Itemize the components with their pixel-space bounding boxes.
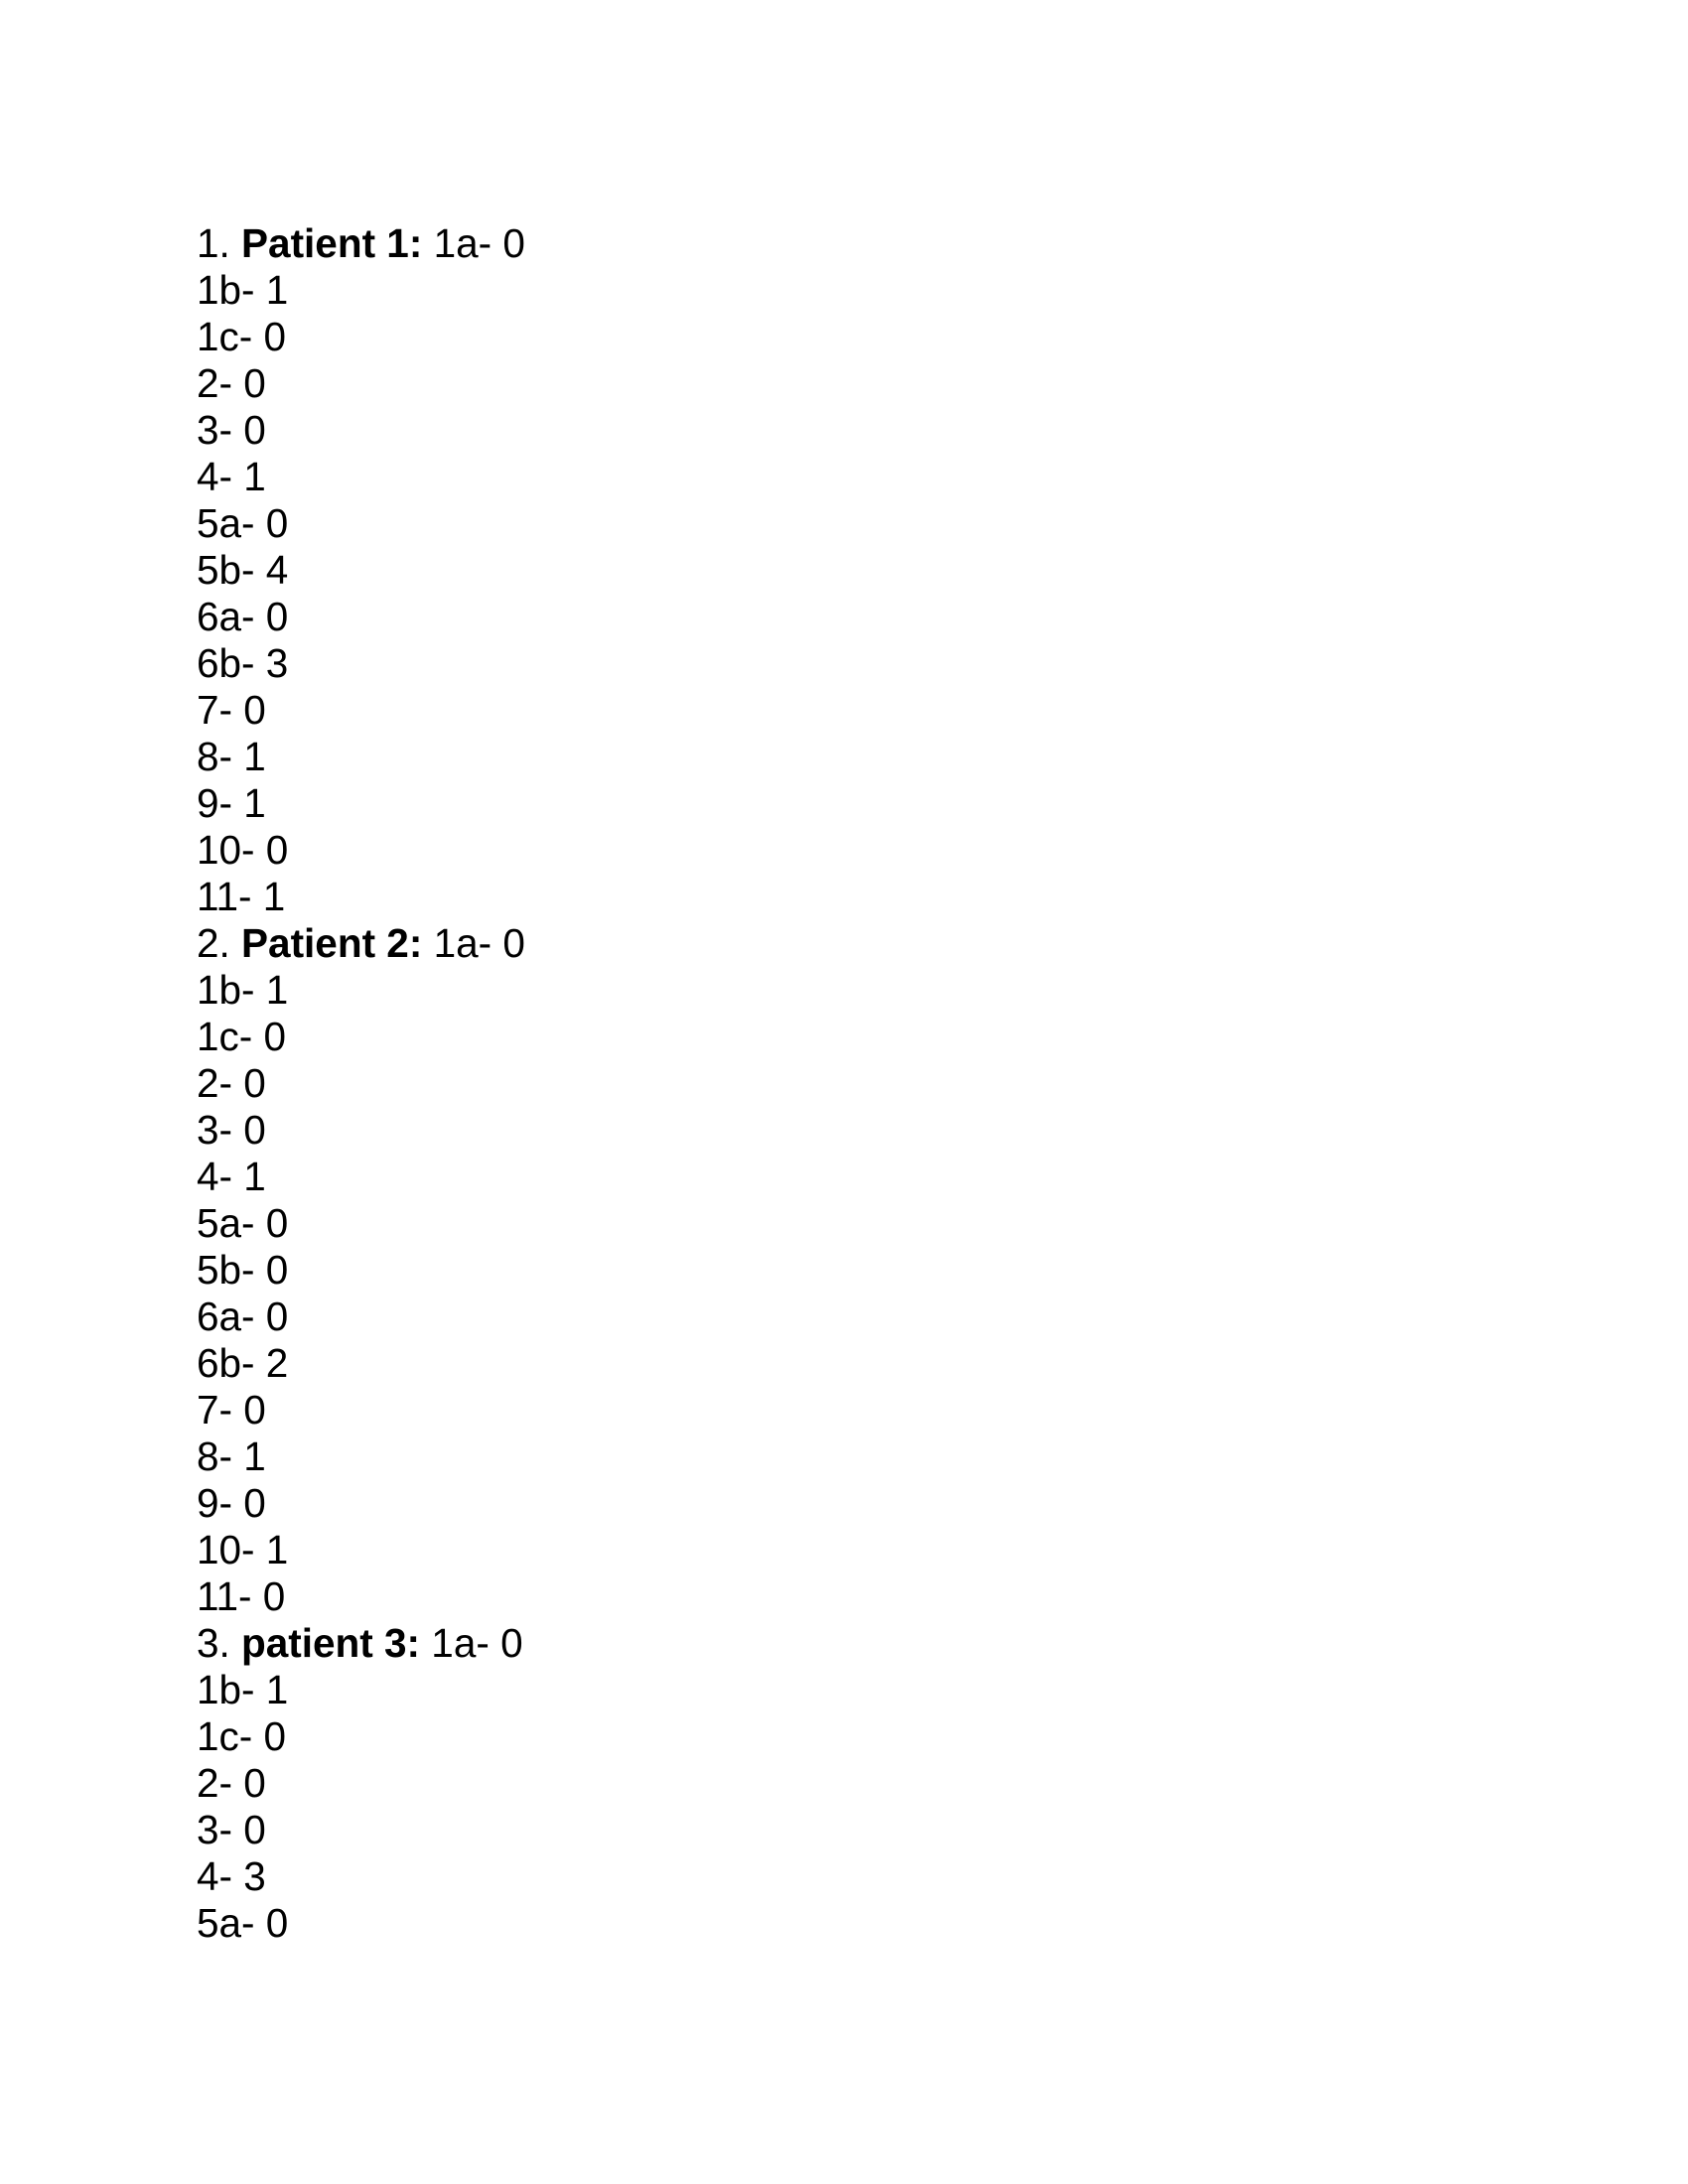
score-item: 4- 1 bbox=[197, 454, 266, 499]
patient-heading bbox=[197, 920, 525, 967]
patient-label: Patient 1: bbox=[241, 220, 423, 266]
patient-heading bbox=[197, 1620, 525, 1667]
score-item: 6a- 0 bbox=[197, 594, 289, 639]
score-item: 7- 0 bbox=[197, 1387, 266, 1433]
score-item: 1c- 0 bbox=[197, 314, 287, 359]
list-number: 1. bbox=[197, 220, 242, 266]
score-item: 1b- 1 bbox=[197, 267, 289, 313]
score-item: 1c- 0 bbox=[197, 1713, 287, 1759]
score-item: 1a- 0 bbox=[422, 220, 525, 266]
score-item: 1a- 0 bbox=[420, 1620, 523, 1666]
score-item: 9- 0 bbox=[197, 1480, 266, 1526]
patient-label: patient 3: bbox=[241, 1620, 421, 1666]
score-item: 5a- 0 bbox=[197, 1900, 289, 1946]
score-item: 5b- 0 bbox=[197, 1247, 289, 1293]
score-item: 1c- 0 bbox=[197, 1014, 287, 1059]
score-item: 8- 1 bbox=[197, 1433, 266, 1479]
score-item: 2- 0 bbox=[197, 360, 266, 406]
score-item: 6b- 3 bbox=[197, 640, 289, 686]
score-item: 4- 1 bbox=[197, 1154, 266, 1199]
score-item: 2- 0 bbox=[197, 1760, 266, 1806]
patient-heading bbox=[197, 220, 525, 267]
score-item: 5a- 0 bbox=[197, 500, 289, 546]
score-item: 4- 3 bbox=[197, 1853, 266, 1899]
score-item: 11- 0 bbox=[197, 1573, 286, 1619]
patient-label: Patient 2: bbox=[241, 920, 423, 966]
score-item: 5a- 0 bbox=[197, 1200, 289, 1246]
score-item: 7- 0 bbox=[197, 687, 266, 733]
score-item: 2- 0 bbox=[197, 1060, 266, 1106]
score-item: 3- 0 bbox=[197, 407, 266, 453]
score-item: 1b- 1 bbox=[197, 967, 289, 1013]
score-item: 1a- 0 bbox=[422, 920, 525, 966]
score-item: 3- 0 bbox=[197, 1807, 266, 1852]
score-item: 8- 1 bbox=[197, 734, 266, 779]
score-item: 6b- 2 bbox=[197, 1340, 289, 1386]
score-item: 11- 1 bbox=[197, 874, 286, 919]
list-number: 3. bbox=[197, 1620, 242, 1666]
score-item: 6a- 0 bbox=[197, 1294, 289, 1339]
score-item: 10- 0 bbox=[197, 827, 289, 873]
score-item: 3- 0 bbox=[197, 1107, 266, 1153]
patient-score-list bbox=[197, 220, 525, 1947]
list-number: 2. bbox=[197, 920, 242, 966]
score-item: 10- 1 bbox=[197, 1527, 289, 1572]
score-item: 9- 1 bbox=[197, 780, 266, 826]
score-item: 5b- 4 bbox=[197, 547, 289, 593]
score-item: 1b- 1 bbox=[197, 1667, 289, 1712]
